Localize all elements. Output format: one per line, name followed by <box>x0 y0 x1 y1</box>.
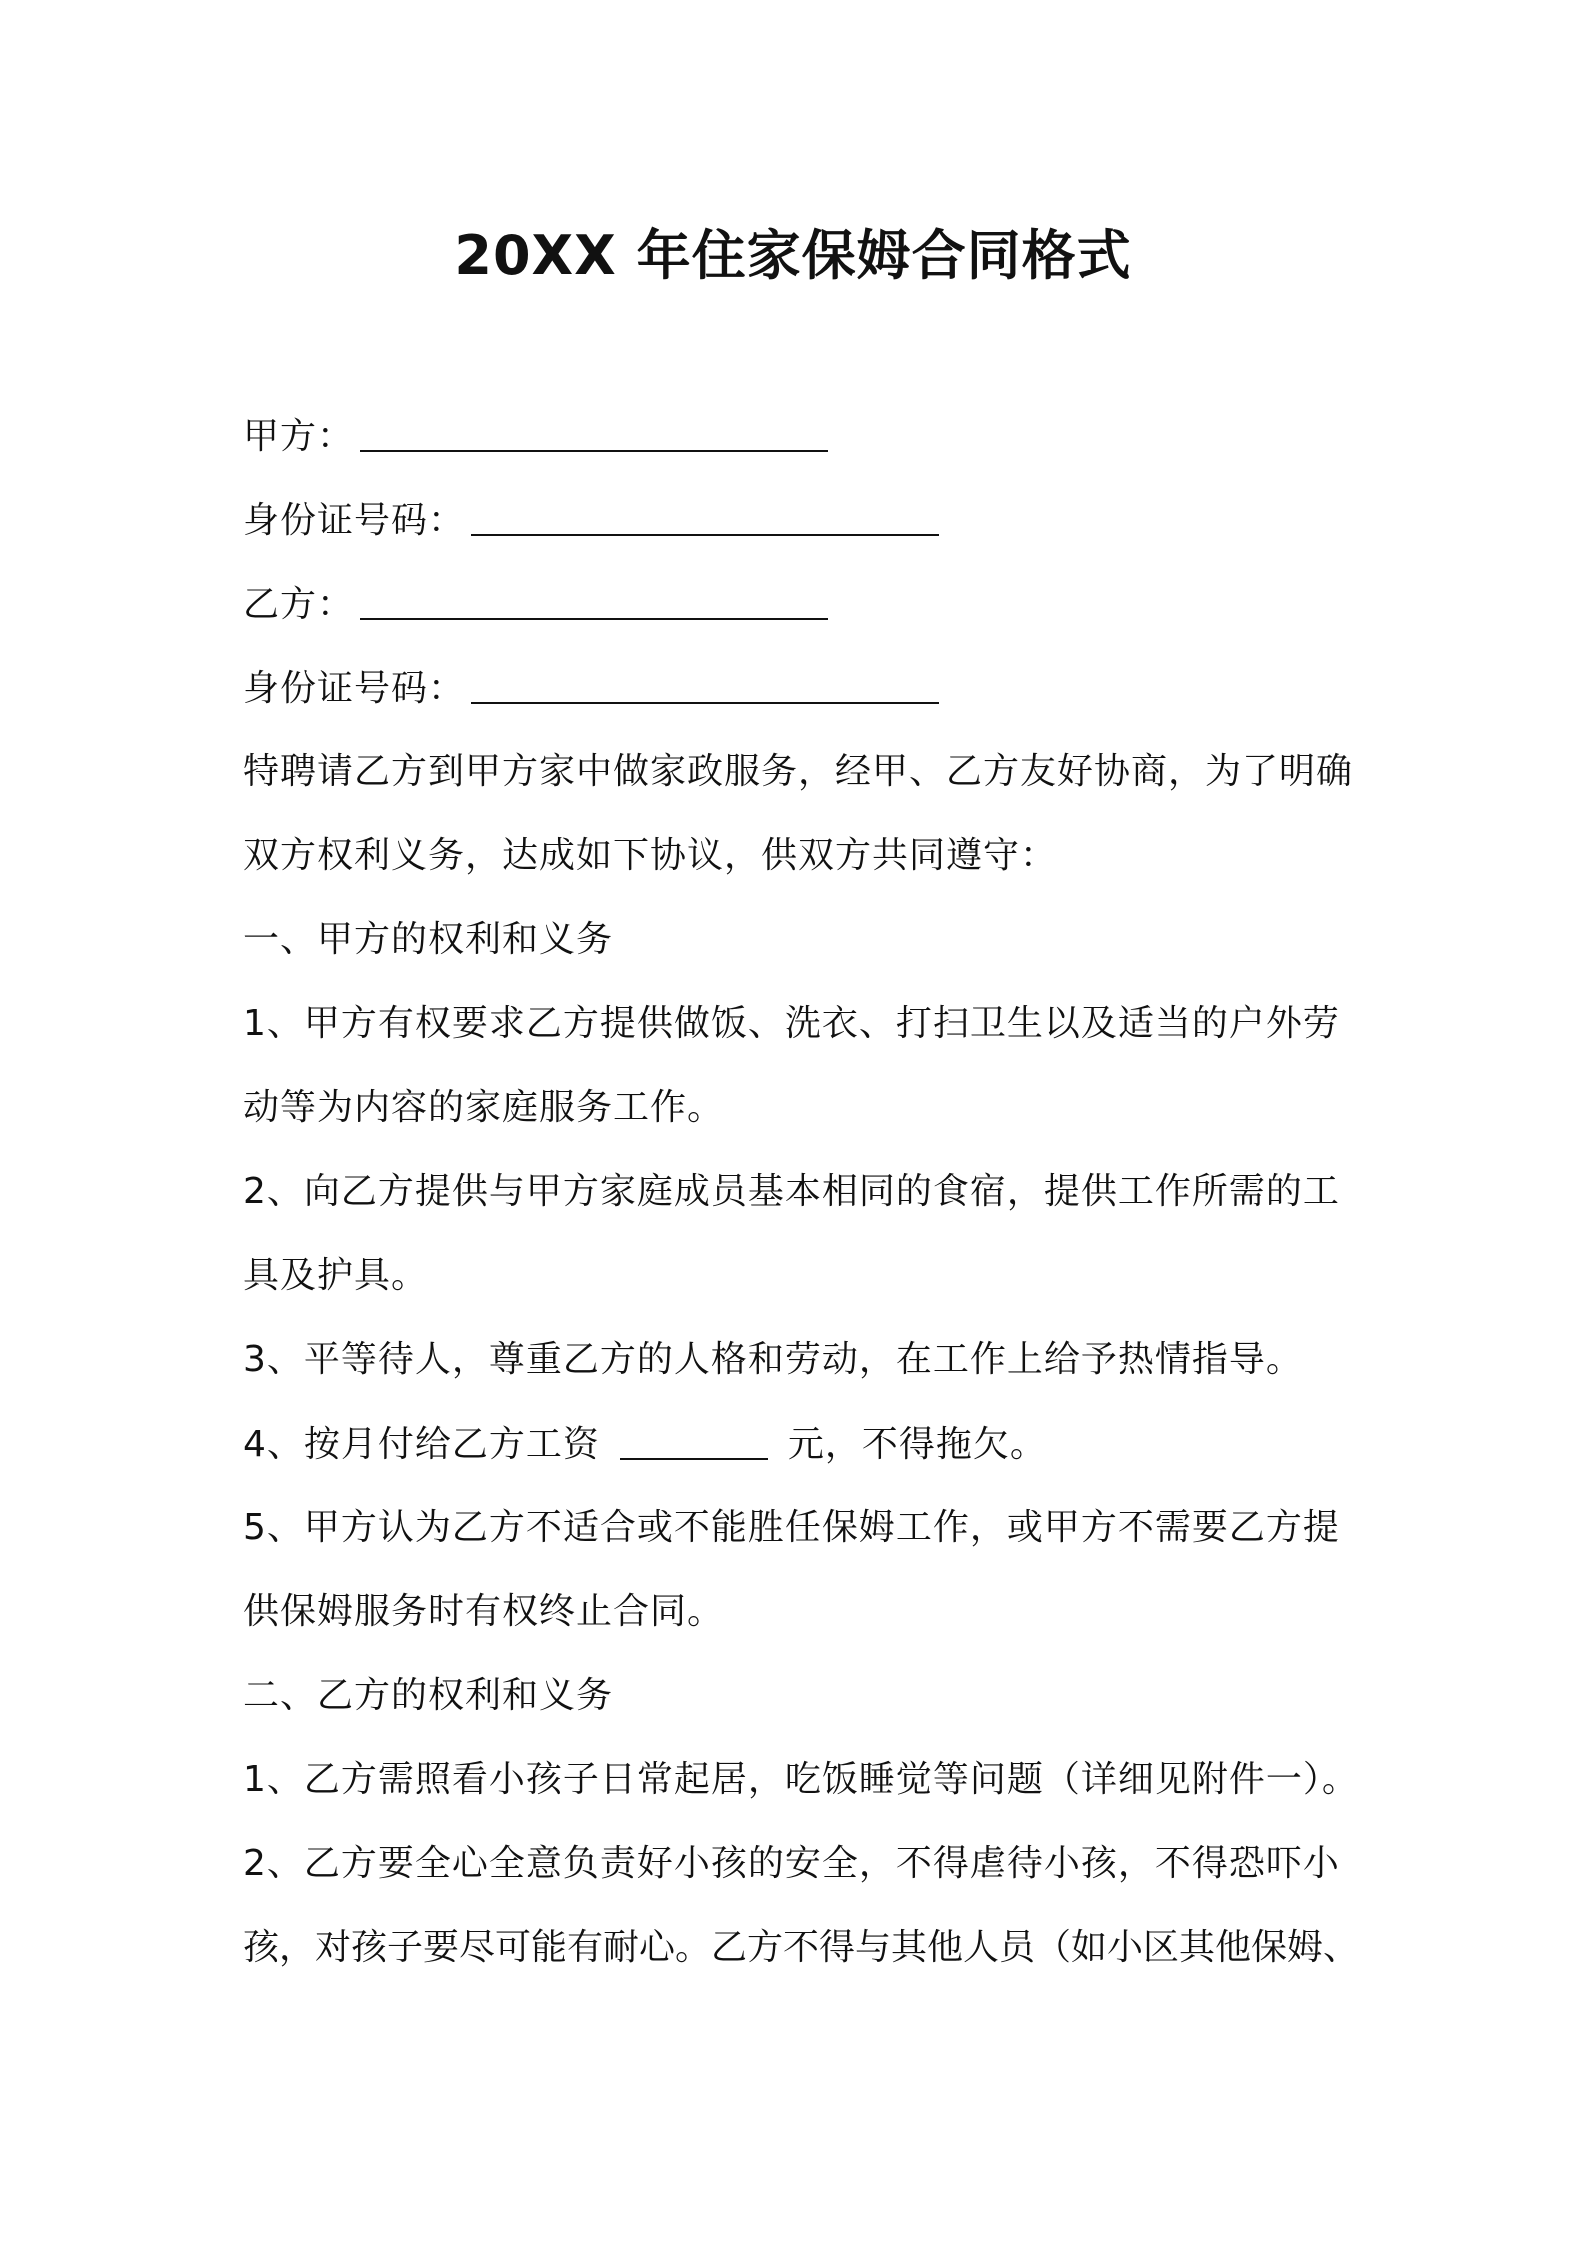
party-b-label: 乙方： <box>243 584 355 625</box>
party-b-id-field <box>243 660 1363 717</box>
party-a-field <box>243 408 1363 465</box>
document-title: 20XX 年住家保姆合同格式 <box>454 224 1132 287</box>
party-b-field <box>243 576 1363 633</box>
section-2-item-1: 1、乙方需照看小孩子日常起居，吃饭睡觉等问题（详细见附件一）。 <box>243 1759 1359 1800</box>
party-a-blank[interactable] <box>360 412 828 452</box>
section-2-item-2-line-2: 孩，对孩子要尽可能有耐心。乙方不得与其他人员（如小区其他保姆、 <box>243 1927 1360 1968</box>
item-4-text-after: 元，不得拖欠。 <box>787 1424 1047 1465</box>
section-1-item-5-line-2: 供保姆服务时有权终止合同。 <box>243 1591 725 1632</box>
section-1-item-4 <box>243 1416 1363 1473</box>
section-1-item-3: 3、平等待人，尊重乙方的人格和劳动，在工作上给予热情指导。 <box>243 1339 1303 1380</box>
party-a-id-field <box>243 492 1363 549</box>
section-1-heading: 一、甲方的权利和义务 <box>243 919 614 960</box>
section-1-item-2-line-1: 2、向乙方提供与甲方家庭成员基本相同的食宿，提供工作所需的工 <box>243 1171 1340 1212</box>
party-a-id-label: 身份证号码： <box>243 500 466 541</box>
section-2-heading: 二、乙方的权利和义务 <box>243 1675 614 1716</box>
section-1-item-5-line-1: 5、甲方认为乙方不适合或不能胜任保姆工作，或甲方不需要乙方提 <box>243 1507 1340 1548</box>
party-b-id-blank[interactable] <box>471 664 939 704</box>
party-a-id-blank[interactable] <box>471 496 939 536</box>
item-4-text-before: 4、按月付给乙方工资 <box>243 1424 600 1465</box>
intro-line-1: 特聘请乙方到甲方家中做家政服务，经甲、乙方友好协商，为了明确 <box>243 751 1354 792</box>
intro-line-2: 双方权利义务，达成如下协议，供双方共同遵守： <box>243 835 1058 876</box>
party-b-id-label: 身份证号码： <box>243 668 466 709</box>
section-2-item-2-line-1: 2、乙方要全心全意负责好小孩的安全，不得虐待小孩，不得恐吓小 <box>243 1843 1340 1884</box>
party-a-label: 甲方： <box>243 416 355 457</box>
salary-blank[interactable] <box>620 1420 768 1460</box>
section-1-item-1-line-2: 动等为内容的家庭服务工作。 <box>243 1087 725 1128</box>
section-1-item-2-line-2: 具及护具。 <box>243 1255 429 1296</box>
party-b-blank[interactable] <box>360 580 828 620</box>
section-1-item-1-line-1: 1、甲方有权要求乙方提供做饭、洗衣、打扫卫生以及适当的户外劳 <box>243 1003 1340 1044</box>
